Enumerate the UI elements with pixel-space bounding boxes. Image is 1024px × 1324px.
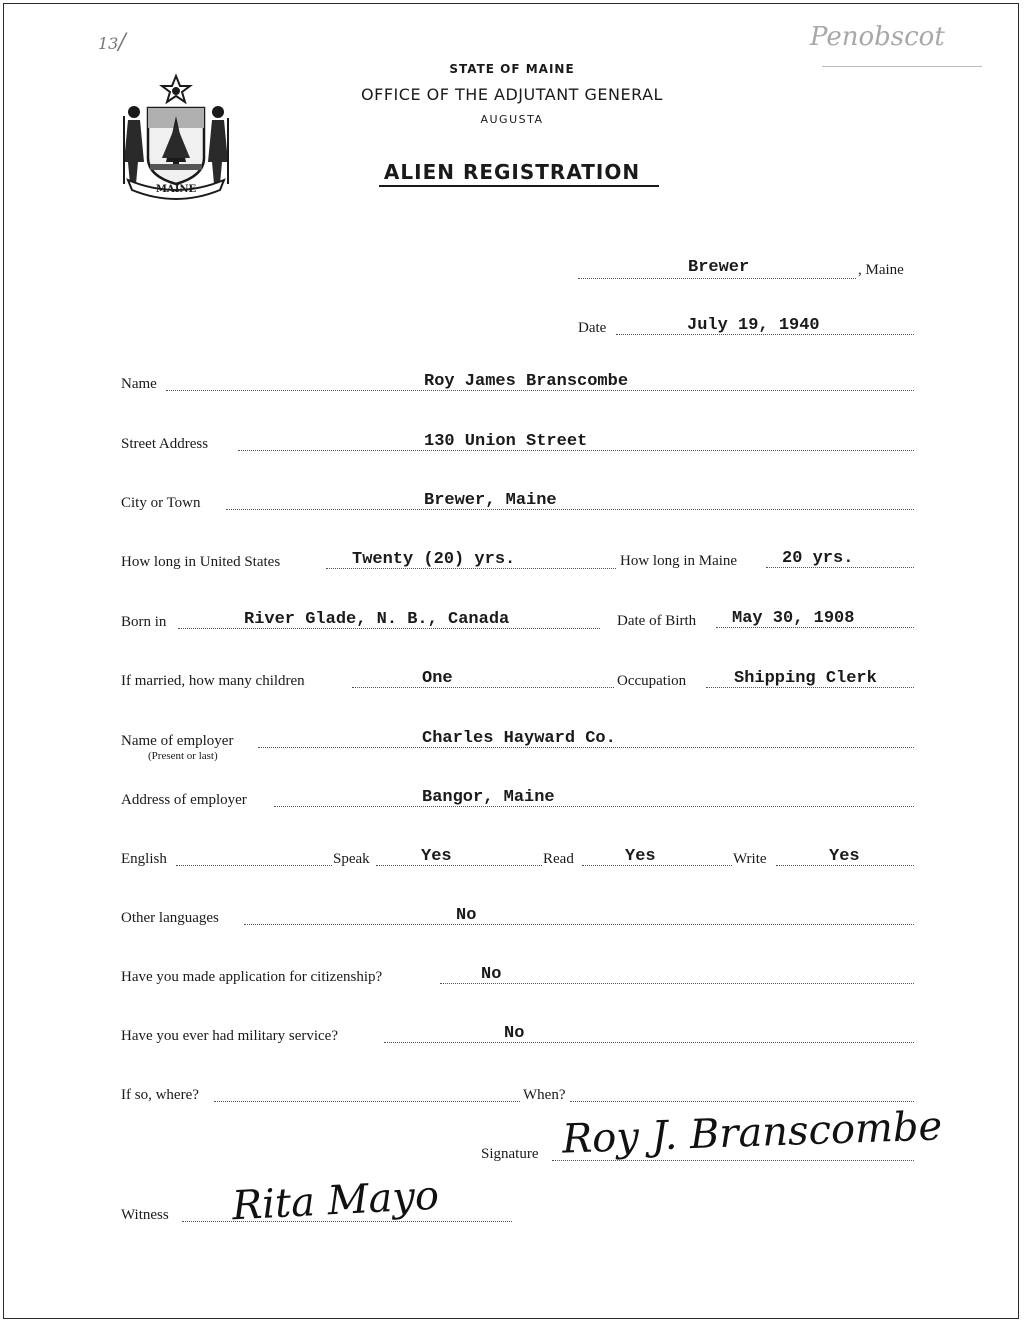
maine-years-label: How long in Maine bbox=[620, 553, 738, 569]
employer-address-label: Address of employer bbox=[121, 792, 247, 808]
born-in-label: Born in bbox=[121, 614, 167, 630]
other-languages-value: No bbox=[456, 906, 477, 925]
speak-label: Speak bbox=[333, 851, 370, 867]
occupation-label: Occupation bbox=[617, 673, 687, 689]
witness-label: Witness bbox=[121, 1207, 169, 1223]
date-label: Date bbox=[578, 320, 607, 336]
witness-value: Rita Mayo bbox=[230, 1172, 441, 1230]
employer-address-value: Bangor, Maine bbox=[422, 788, 555, 807]
city-value: Brewer, Maine bbox=[424, 491, 557, 510]
when-dots bbox=[570, 1101, 914, 1102]
seal-banner-text: MAINE bbox=[155, 184, 197, 195]
citizenship-dots bbox=[440, 983, 914, 984]
children-value: One bbox=[422, 669, 453, 688]
street-value: 130 Union Street bbox=[424, 432, 588, 451]
header-city: AUGUSTA bbox=[480, 113, 544, 126]
dob-value: May 30, 1908 bbox=[732, 609, 855, 628]
us-years-value: Twenty (20) yrs. bbox=[352, 550, 516, 569]
read-value: Yes bbox=[625, 847, 656, 866]
title-underline bbox=[379, 185, 659, 187]
english-label: English bbox=[121, 851, 167, 867]
signature-value: Roy J. Branscombe bbox=[561, 1103, 943, 1163]
children-dots bbox=[352, 687, 614, 688]
maine-years-value: 20 yrs. bbox=[782, 549, 854, 568]
signature-label: Signature bbox=[481, 1146, 539, 1162]
where-dots bbox=[214, 1101, 520, 1102]
write-value: Yes bbox=[829, 847, 860, 866]
employer-address-dots bbox=[274, 806, 914, 807]
pencil-note: Penobscot bbox=[810, 22, 945, 52]
occupation-value: Shipping Clerk bbox=[734, 669, 877, 688]
location-suffix: , Maine bbox=[858, 262, 904, 278]
where-label: If so, where? bbox=[121, 1087, 199, 1103]
read-dots bbox=[582, 865, 732, 866]
location-value: Brewer bbox=[688, 258, 750, 277]
write-label: Write bbox=[733, 851, 767, 867]
us-years-label: How long in United States bbox=[121, 554, 281, 570]
other-languages-dots bbox=[244, 924, 914, 925]
citizenship-label: Have you made application for citizenship? bbox=[121, 969, 383, 985]
english-dots bbox=[176, 865, 332, 866]
name-label: Name bbox=[121, 376, 157, 392]
city-label: City or Town bbox=[121, 495, 201, 511]
military-dots bbox=[384, 1042, 914, 1043]
when-label: When? bbox=[523, 1087, 566, 1103]
street-label: Street Address bbox=[121, 436, 209, 452]
header-state: STATE OF MAINE bbox=[449, 62, 575, 76]
citizenship-value: No bbox=[481, 965, 502, 984]
employer-value: Charles Hayward Co. bbox=[422, 729, 616, 748]
corner-note: 13/ bbox=[98, 30, 126, 55]
other-languages-label: Other languages bbox=[121, 910, 219, 926]
dob-label: Date of Birth bbox=[617, 613, 697, 629]
speak-value: Yes bbox=[421, 847, 452, 866]
name-value: Roy James Branscombe bbox=[424, 372, 629, 391]
employer-sublabel: (Present or last) bbox=[148, 750, 218, 762]
speak-dots bbox=[376, 865, 542, 866]
location-dots bbox=[578, 278, 856, 279]
military-label: Have you ever had military service? bbox=[121, 1028, 338, 1044]
form-title: ALIEN REGISTRATION bbox=[383, 160, 641, 184]
born-in-value: River Glade, N. B., Canada bbox=[244, 610, 510, 629]
read-label: Read bbox=[543, 851, 574, 867]
children-label: If married, how many children bbox=[121, 673, 305, 689]
date-value: July 19, 1940 bbox=[687, 316, 820, 335]
employer-label: Name of employer bbox=[121, 733, 234, 749]
city-dots bbox=[226, 509, 914, 510]
military-value: No bbox=[504, 1024, 525, 1043]
header-office: OFFICE OF THE ADJUTANT GENERAL bbox=[361, 85, 663, 104]
